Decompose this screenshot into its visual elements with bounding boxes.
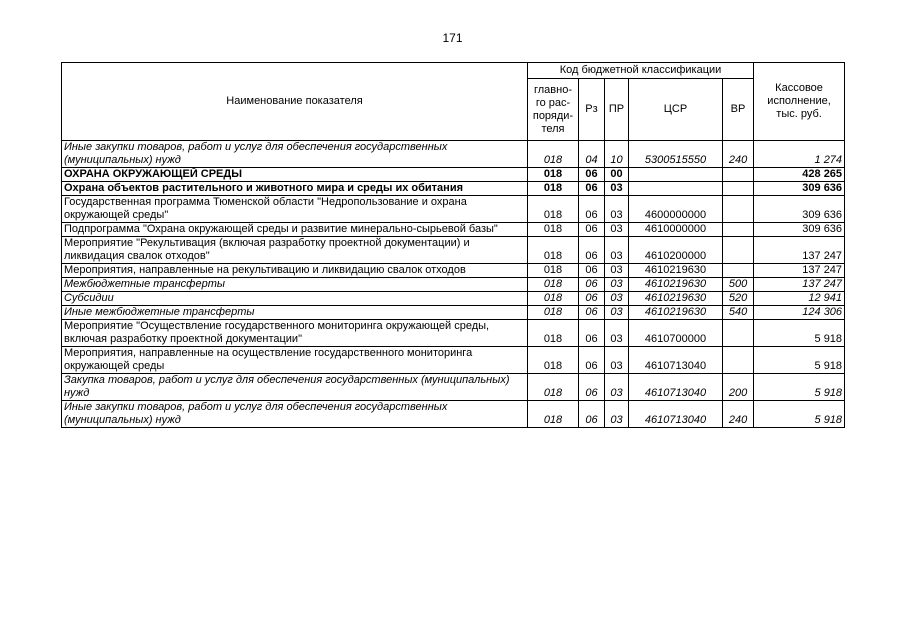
cell-name: Государственная программа Тюменской области "Недропользование и охрана окружающей среды" [62,196,528,223]
cell-csr: 4610713040 [629,401,723,428]
table-row [62,278,845,292]
cell-csr [629,182,723,196]
cell-vr [723,347,754,374]
cell-vr [723,196,754,223]
cell-amount: 137 247 [754,264,845,278]
cell-rz: 06 [579,320,605,347]
cell-name: Мероприятие "Осуществление государственного мониторинга окружающей среды, включая разработку проектной документации" [62,320,528,347]
budget-table [61,62,845,428]
cell-pr: 03 [605,320,629,347]
cell-pr: 03 [605,196,629,223]
cell-admin: 018 [528,347,579,374]
cell-name: Иные закупки товаров, работ и услуг для обеспечения государственных (муниципальных) нужд [62,401,528,428]
cell-csr: 4610200000 [629,237,723,264]
page-number: 171 [442,31,463,45]
table-header [62,63,845,141]
cell-csr: 4610219630 [629,306,723,320]
cell-admin: 018 [528,141,579,168]
cell-admin: 018 [528,401,579,428]
table-row [62,182,845,196]
cell-admin: 018 [528,196,579,223]
cell-pr: 03 [605,374,629,401]
table-row [62,374,845,401]
cell-csr: 4600000000 [629,196,723,223]
cell-rz: 06 [579,264,605,278]
cell-admin: 018 [528,264,579,278]
cell-name: Мероприятия, направленные на осуществление государственного мониторинга окружающей среды [62,347,528,374]
table-row [62,306,845,320]
table-row [62,347,845,374]
cell-admin: 018 [528,292,579,306]
cell-rz: 06 [579,278,605,292]
table-body [62,141,845,428]
table-row [62,264,845,278]
cell-csr: 4610219630 [629,292,723,306]
cell-pr: 03 [605,401,629,428]
cell-name: Иные межбюджетные трансферты [62,306,528,320]
cell-csr: 4610713040 [629,374,723,401]
cell-name: Субсидии [62,292,528,306]
cell-rz: 06 [579,168,605,182]
cell-vr [723,223,754,237]
cell-amount: 5 918 [754,320,845,347]
cell-admin: 018 [528,237,579,264]
cell-rz: 06 [579,347,605,374]
cell-pr: 03 [605,306,629,320]
cell-rz: 06 [579,223,605,237]
cell-vr: 240 [723,141,754,168]
cell-name: Закупка товаров, работ и услуг для обеспечения государственных (муниципальных) нужд [62,374,528,401]
header-name: Наименование показателя [62,63,528,141]
cell-rz: 06 [579,237,605,264]
cell-admin: 018 [528,278,579,292]
cell-amount: 309 636 [754,182,845,196]
table-row [62,292,845,306]
cell-vr [723,168,754,182]
cell-csr: 4610219630 [629,278,723,292]
cell-pr: 03 [605,278,629,292]
table-row [62,196,845,223]
cell-csr [629,168,723,182]
header-pr: ПР [605,79,629,141]
cell-name: Охрана объектов растительного и животного мира и среды их обитания [62,182,528,196]
cell-vr [723,182,754,196]
cell-admin: 018 [528,374,579,401]
cell-amount: 428 265 [754,168,845,182]
cell-name: Подпрограмма "Охрана окружающей среды и развитие минерально-сырьевой базы" [62,223,528,237]
cell-amount: 5 918 [754,401,845,428]
table-row [62,320,845,347]
cell-name: Мероприятие "Рекультивация (включая разработку проектной документации) и ликвидация свалок отходов" [62,237,528,264]
cell-csr: 4610700000 [629,320,723,347]
cell-vr: 240 [723,401,754,428]
header-rz: Рз [579,79,605,141]
cell-vr [723,264,754,278]
cell-rz: 06 [579,182,605,196]
table-row [62,237,845,264]
table-row [62,168,845,182]
header-csr: ЦСР [629,79,723,141]
cell-amount: 137 247 [754,237,845,264]
cell-pr: 03 [605,264,629,278]
header-amount: Кассовое исполнение, тыс. руб. [754,63,845,141]
cell-amount: 124 306 [754,306,845,320]
cell-amount: 12 941 [754,292,845,306]
cell-vr: 540 [723,306,754,320]
cell-pr: 00 [605,168,629,182]
cell-rz: 06 [579,374,605,401]
cell-vr [723,320,754,347]
table-row [62,401,845,428]
cell-amount: 1 274 [754,141,845,168]
cell-amount: 137 247 [754,278,845,292]
cell-pr: 03 [605,292,629,306]
cell-csr: 5300515550 [629,141,723,168]
cell-admin: 018 [528,306,579,320]
cell-rz: 06 [579,196,605,223]
header-vr: ВР [723,79,754,141]
cell-name: ОХРАНА ОКРУЖАЮЩЕЙ СРЕДЫ [62,168,528,182]
cell-amount: 309 636 [754,223,845,237]
cell-name: Межбюджетные трансферты [62,278,528,292]
cell-amount: 5 918 [754,347,845,374]
cell-rz: 06 [579,292,605,306]
cell-pr: 03 [605,237,629,264]
cell-admin: 018 [528,182,579,196]
cell-rz: 06 [579,306,605,320]
cell-name: Иные закупки товаров, работ и услуг для обеспечения государственных (муниципальных) нужд [62,141,528,168]
cell-admin: 018 [528,223,579,237]
table-row [62,141,845,168]
cell-csr: 4610713040 [629,347,723,374]
cell-pr: 03 [605,182,629,196]
header-admin: главно-го рас-поряди-теля [528,79,579,141]
cell-pr: 10 [605,141,629,168]
table-row [62,223,845,237]
cell-vr: 200 [723,374,754,401]
cell-vr: 500 [723,278,754,292]
cell-rz: 06 [579,401,605,428]
cell-admin: 018 [528,168,579,182]
cell-rz: 04 [579,141,605,168]
header-code-group: Код бюджетной классификации [528,63,754,79]
cell-vr [723,237,754,264]
cell-csr: 4610219630 [629,264,723,278]
cell-admin: 018 [528,320,579,347]
cell-pr: 03 [605,347,629,374]
cell-csr: 4610000000 [629,223,723,237]
cell-vr: 520 [723,292,754,306]
cell-pr: 03 [605,223,629,237]
cell-amount: 309 636 [754,196,845,223]
cell-amount: 5 918 [754,374,845,401]
cell-name: Мероприятия, направленные на рекультивацию и ликвидацию свалок отходов [62,264,528,278]
